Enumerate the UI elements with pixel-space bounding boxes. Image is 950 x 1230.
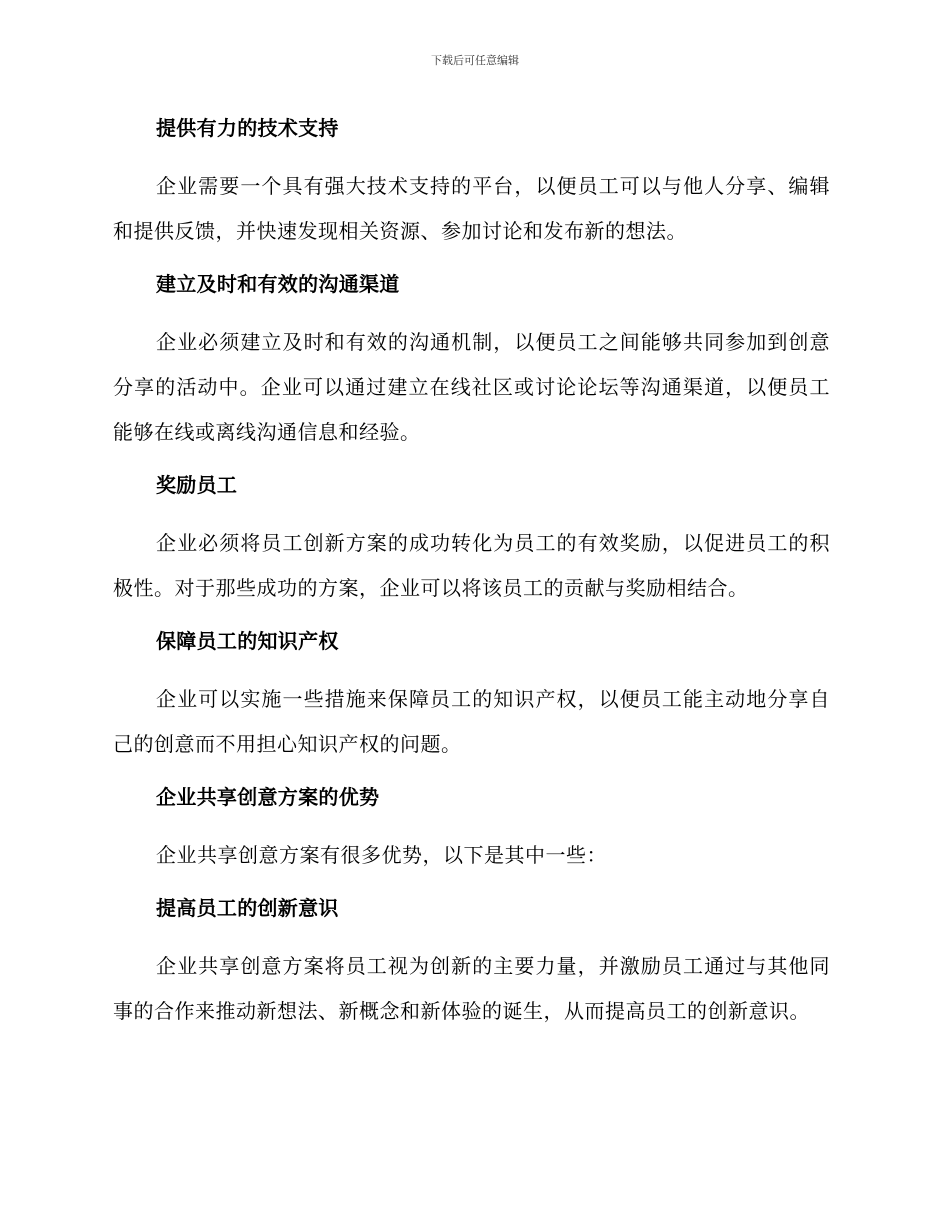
section-heading: 建立及时和有效的沟通渠道 (156, 272, 400, 296)
section-paragraph: 企业共享创意方案有很多优势，以下是其中一些： (156, 843, 607, 867)
section-paragraph: 企业共享创意方案将员工视为创新的主要力量，并激励员工通过与其他同事的合作来推动新想法、新概念和新体验的诞生，从而提高员工的创新意识。 (113, 954, 830, 1023)
section-reward-employees (113, 467, 830, 623)
section-heading: 保障员工的知识产权 (156, 629, 339, 653)
section-innovation-awareness (113, 890, 830, 1034)
section-heading: 提供有力的技术支持 (156, 116, 339, 140)
section-paragraph: 企业必须建立及时和有效的沟通机制，以便员工之间能够共同参加到创意分享的活动中。企业可以通过建立在线社区或讨论论坛等沟通渠道，以便员工能够在线或离线沟通信息和经验。 (113, 330, 830, 444)
section-tech-support (113, 110, 830, 266)
section-paragraph: 企业需要一个具有强大技术支持的平台，以便员工可以与他人分享、编辑和提供反馈，并快速发现相关资源、参加讨论和发布新的想法。 (113, 174, 830, 243)
section-sharing-advantages (113, 779, 830, 890)
section-heading: 企业共享创意方案的优势 (156, 785, 380, 809)
document-body (113, 110, 830, 1034)
section-paragraph: 企业必须将员工创新方案的成功转化为员工的有效奖励，以促进员工的积极性。对于那些成功的方案，企业可以将该员工的贡献与奖励相结合。 (113, 531, 830, 600)
section-intellectual-property (113, 623, 830, 779)
section-heading: 提高员工的创新意识 (156, 896, 339, 920)
page-header: 下载后可任意编辑 (431, 54, 519, 67)
section-paragraph: 企业可以实施一些措施来保障员工的知识产权，以便员工能主动地分享自己的创意而不用担心知识产权的问题。 (113, 687, 830, 756)
section-heading: 奖励员工 (156, 473, 238, 497)
section-communication-channels (113, 266, 830, 467)
